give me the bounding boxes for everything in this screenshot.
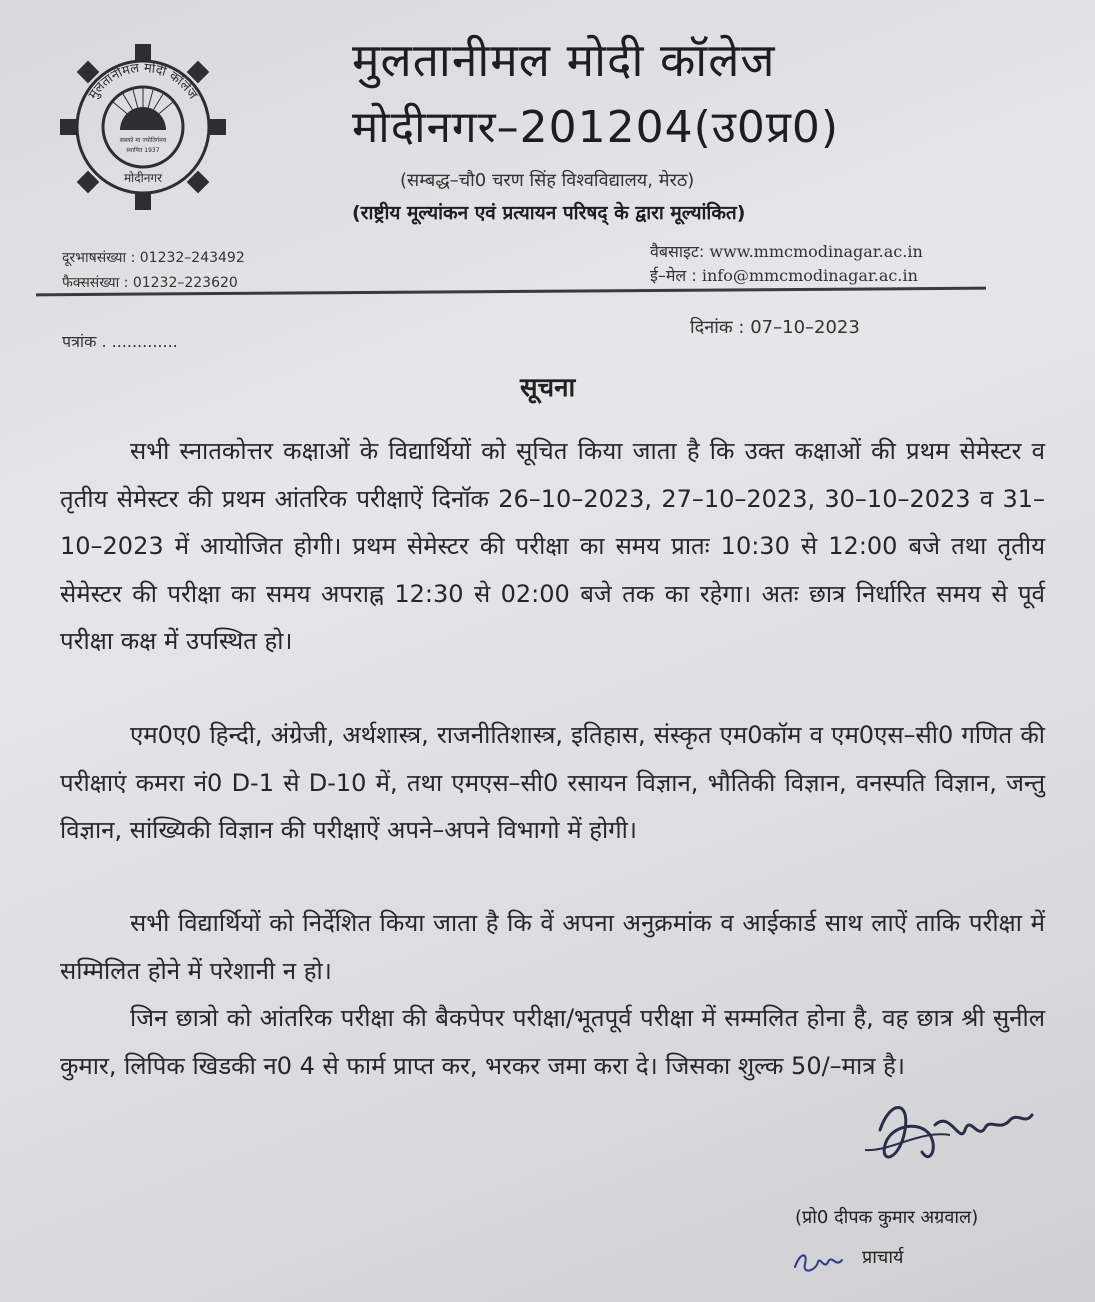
phone-label: दूरभाषसंख्या : bbox=[62, 250, 136, 266]
fax-value: 01232–223620 bbox=[132, 275, 238, 291]
reference-number bbox=[62, 330, 178, 352]
date-label: दिनांक : bbox=[690, 317, 745, 338]
college-logo bbox=[58, 42, 228, 212]
notice-paragraph-2: एम0ए0 हिन्दी, अंग्रेजी, अर्थशास्त्र, राजनीतिशास्त्र, इतिहास, संस्कृत एम0कॉम व एम0एस–सी0 गणित की परीक्षाएं कमरा नं0 D-1 से D-10 में, तथा एमएस–सी0 रसायन विज्ञान, भौतिकी विज्ञान, वनस्पति विज्ञान, जन्तु विज्ञान, सांख्यिकी विज्ञान की परीक्षाऐं अपने–अपने विभागो में होगी। bbox=[60, 721, 1045, 844]
logo-text-top: मुलतानीमल मोदी कॉलेज bbox=[85, 60, 201, 103]
logo-motto: सबको मा ज्योतिर्गमय bbox=[119, 137, 167, 144]
email-link[interactable]: info@mmcmodinagar.ac.in bbox=[701, 266, 918, 285]
website-line bbox=[650, 240, 923, 262]
principal-signature bbox=[860, 1090, 1040, 1180]
notice-date bbox=[690, 315, 860, 339]
phone-value: 01232–243492 bbox=[139, 250, 245, 266]
website-label: वैबसाइट: bbox=[650, 242, 705, 261]
college-name: मुलतानीमल मोदी कॉलेज bbox=[352, 33, 776, 87]
fax-label: फैक्ससंख्या : bbox=[62, 275, 129, 291]
logo-established: स्थापित 1937 bbox=[126, 147, 160, 154]
email-label: ई–मेल : bbox=[650, 266, 697, 285]
email-line bbox=[650, 264, 918, 286]
notice-heading: सूचना bbox=[520, 373, 576, 403]
ref-value: . ............. bbox=[101, 332, 178, 351]
notice-paragraph-1: सभी स्नातकोत्तर कक्षाओं के विद्यार्थियों को सूचित किया जाता है कि उक्त कक्षाओं की प्रथम सेमेस्टर व तृतीय सेमेस्टर की प्रथम आंतरिक परीक्षाऐं दिनॉक 26–10–2023, 27–10–2023, 30–10–2023 व 31–10–2023 में आयोजित होगी। प्रथम सेमेस्टर की परीक्षा का समय प्रातः 10:30 से 12:00 बजे तथा तृतीय सेमेस्टर की परीक्षा का समय अपराह्न 12:30 से 02:00 बजे तक का रहेगा। अतः छात्र निर्धारित समय से पूर्व परीक्षा कक्ष में उपस्थित हो। bbox=[60, 437, 1045, 655]
fax-line bbox=[62, 273, 238, 292]
date-value: 07–10–2023 bbox=[750, 317, 860, 338]
ref-label: पत्रांक bbox=[62, 332, 97, 351]
website-link[interactable]: www.mmcmodinagar.ac.in bbox=[709, 242, 923, 261]
signatory-designation: प्राचार्य bbox=[862, 1247, 904, 1268]
signatory-name: (प्रो0 दीपक कुमार अग्रवाल) bbox=[795, 1207, 979, 1228]
accreditation: (राष्ट्रीय मूल्यांकन एवं प्रत्यायन परिषद् के द्वारा मूल्यांकित) bbox=[352, 202, 746, 224]
notice-paragraph-3: सभी विद्यार्थियों को निर्देशित किया जाता है कि वें अपना अनुक्रमांक व आईकार्ड साथ लाऐं ताकि परीक्षा में सम्मिलित होने में परेशानी न हो। bbox=[60, 909, 1045, 985]
affiliation: (सम्बद्ध–चौ0 चरण सिंह विश्वविद्यालय, मेरठ) bbox=[400, 170, 695, 191]
college-address: मोदीनगर–201204(उ0प्र0) bbox=[352, 102, 840, 153]
phone-line bbox=[62, 248, 245, 267]
logo-text-bottom: मोदीनगर bbox=[123, 171, 163, 185]
notice-paragraph-4: जिन छात्रो को आंतरिक परीक्षा की बैकपेपर परीक्षा/भूतपूर्व परीक्षा में सम्मलित होना है, वह छात्र श्री सुनील कुमार, लिपिक खिडकी न0 4 से फार्म प्राप्त कर, भरकर जमा करा दे। जिसका शुल्क 50/–मात्र है। bbox=[60, 1004, 1045, 1080]
clerk-initials bbox=[790, 1242, 850, 1282]
